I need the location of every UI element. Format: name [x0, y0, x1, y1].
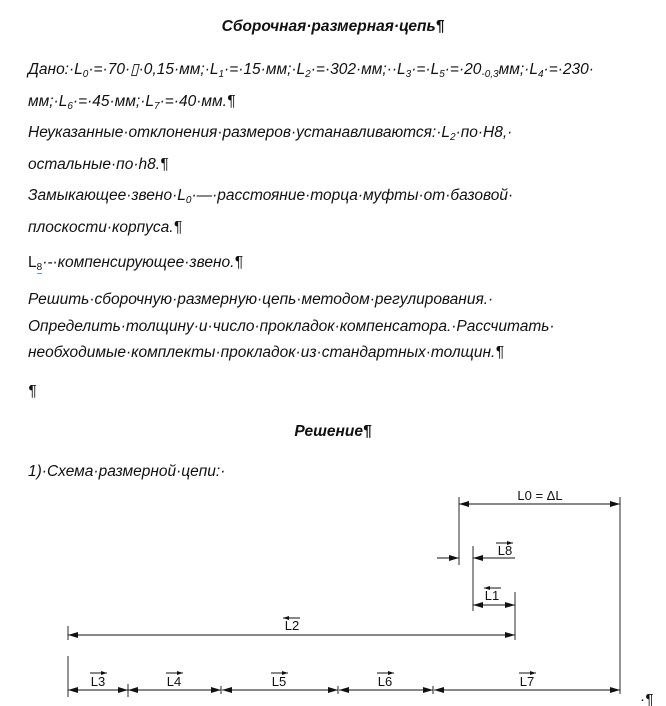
tolerances-paragraph: $Неуказанные\cdot отклонения\cdot размеров\cdot устанавливаются:\cdot L_2\cdot по\cdot H8,\cdot$ остальные·по·h8.¶: [28, 124, 513, 173]
paragraph-mark: ·¶: [640, 691, 654, 706]
label-L6: L6: [377, 674, 393, 689]
label-L0: L0 = ΔL: [517, 488, 563, 503]
label-L4: L4: [166, 674, 182, 689]
label-L5: L5: [271, 674, 287, 689]
step-1-label: 1)·Схема·размерной·цепи:·: [28, 463, 226, 480]
solution-heading: Решение¶: [294, 423, 372, 440]
document-title: Сборочная·размерная·цепь¶: [221, 18, 445, 35]
task-paragraph: Решить·сборочную·размерную·цепь·методом·регулирования.· Определить·толщину·и·число·прокладок·компенсатора.·Рассчитать· необходимые·комплекты·прокладок·из·стандартных·толщин.¶: [28, 291, 555, 361]
given-paragraph: $Дано:\cdot L_0\cdot=\cdot 70\cdot▯\cdot 0,15\cdot мм;\cdot L_1\cdot=\cdot 15\cdot мм;\cdot L_2\cdot=\cdot 302\cdot мм;\cdot\cdot L_3\cdot=\cdot L_5\cdot=\cdot 20_{-0,3}мм;\cdot L_4\cdot=\cdot 230\cdot$ $мм;\cdot L_6\cdot=\cdot 45\cdot мм;\cdot L_7\cdot=\cdot 40\cdot мм.\P$: [28, 61, 594, 112]
label-L3: L3: [90, 674, 106, 689]
label-L2: L2: [284, 618, 300, 633]
label-L1: L1: [484, 588, 500, 603]
closing-link-paragraph: $Замыкающее\cdot звено\cdot L_0\cdot—\cdot расстояние\cdot торца\cdot муфты\cdot от\cdot базовой\cdot$ плоскости·корпуса.¶: [28, 187, 514, 236]
compensator-paragraph: $L_8\cdot-\cdot компенсирующее\cdot звено.\P$: [28, 254, 243, 273]
label-L7: L7: [519, 674, 535, 689]
empty-paragraph: ¶: [28, 383, 37, 400]
label-L8: L8: [497, 543, 513, 558]
